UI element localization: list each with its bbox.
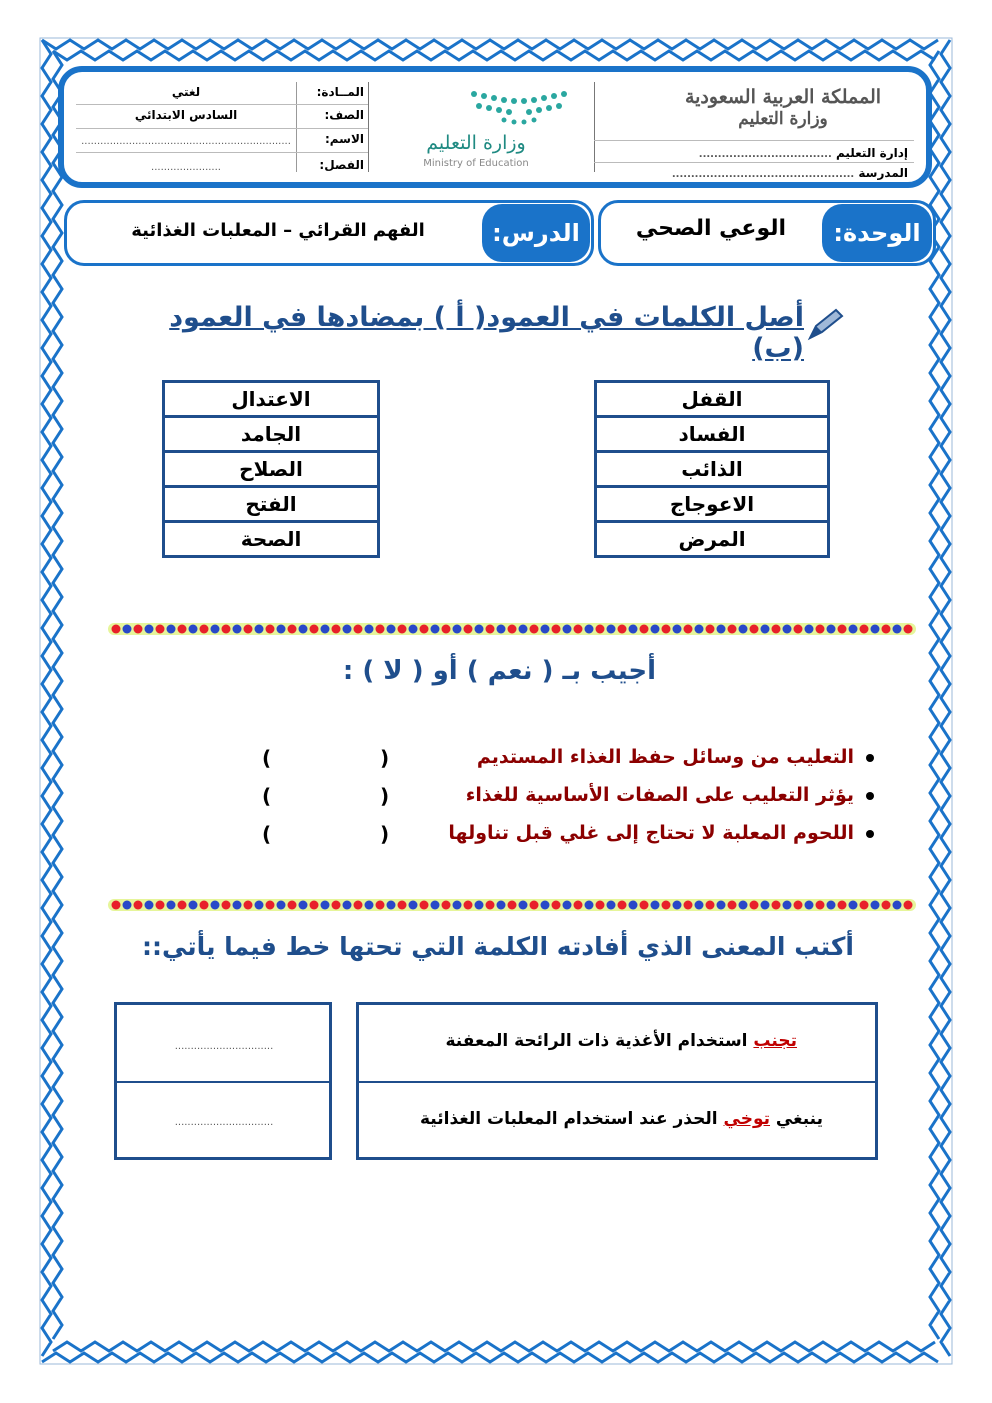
separator-dot (354, 625, 363, 634)
statement-text: اللحوم المعلبة لا تحتاج إلى غلي قبل تناولها (448, 822, 854, 844)
separator-dot (409, 625, 418, 634)
separator-dot (849, 901, 858, 910)
separator-dot (310, 625, 319, 634)
separator-dot (288, 901, 297, 910)
sentence-text: استخدام الأغذية ذات الرائحة المعفنة (445, 1031, 754, 1051)
separator-dot (728, 901, 737, 910)
separator-dot (431, 625, 440, 634)
separator-dot (277, 901, 286, 910)
separator-dot (244, 901, 253, 910)
separator-dot (530, 901, 539, 910)
sentence-text: الحذر عند استخدام المعلبات الغذائية (420, 1109, 724, 1129)
separator-dot (332, 625, 341, 634)
separator-dot (860, 901, 869, 910)
separator-dot (761, 625, 770, 634)
separator-dot (156, 901, 165, 910)
answers-box (114, 1002, 332, 1160)
column-a-item[interactable]: الاعوجاج (596, 487, 829, 522)
ministry-logo-icon (464, 86, 574, 126)
school-row (672, 166, 908, 180)
admin-row (699, 146, 908, 160)
separator-dot (387, 901, 396, 910)
separator-dot (365, 625, 374, 634)
separator-dot (838, 901, 847, 910)
lesson-value: الفهم القرائي – المعلبات الغذائية (131, 220, 425, 241)
separator-dot (453, 901, 462, 910)
separator-dot (299, 901, 308, 910)
separator-dot (167, 901, 176, 910)
separator-dot (882, 901, 891, 910)
subject-value: لغتي (171, 85, 201, 99)
separator-dot (134, 901, 143, 910)
column-a-item[interactable]: الذائب (596, 452, 829, 487)
separator-dot (519, 625, 528, 634)
separator-dot (321, 625, 330, 634)
separator-dot (266, 901, 275, 910)
column-b-item[interactable]: الجامد (164, 417, 379, 452)
grade-label: الصف: (324, 108, 364, 122)
statement-2 (466, 784, 874, 806)
dotted-separator (108, 896, 916, 912)
school-field[interactable]: ................................................ (671, 169, 855, 180)
separator-dot (277, 625, 286, 634)
separator-dot (838, 625, 847, 634)
separator-dot (233, 625, 242, 634)
separator-dot (112, 901, 121, 910)
separator-dot (508, 625, 517, 634)
separator-dot (893, 625, 902, 634)
separator-dot (211, 625, 220, 634)
answer-close-paren: ) (262, 784, 272, 808)
header-box (58, 66, 932, 188)
ministry-name-ar: وزارة التعليم (426, 132, 526, 154)
separator-dot (156, 625, 165, 634)
statement-3 (448, 822, 874, 844)
separator-dot (596, 901, 605, 910)
separator-dot (398, 901, 407, 910)
separator-dot (904, 625, 913, 634)
separator-dot (783, 625, 792, 634)
separator-dot (387, 625, 396, 634)
separator-dot (552, 625, 561, 634)
sentence-text: ينبغي (770, 1109, 823, 1129)
separator-dot (332, 901, 341, 910)
bullet-icon (866, 792, 874, 800)
separator-dot (541, 625, 550, 634)
column-b-item[interactable]: الصحة (164, 522, 379, 557)
separator-dot (574, 625, 583, 634)
separator-dot (145, 901, 154, 910)
column-a-item[interactable]: الفساد (596, 417, 829, 452)
underlined-word: تجنب (753, 1031, 797, 1051)
q3-title: أكتب المعنى الذي أفادته الكلمة التي تحتها خط فيما يأتي:: (142, 932, 854, 961)
separator-dot (662, 901, 671, 910)
separator-dot (695, 901, 704, 910)
statement-text: التعليب من وسائل حفظ الغذاء المستديم (476, 746, 854, 768)
name-field[interactable]: .................................................................. (81, 136, 291, 147)
admin-label: إدارة التعليم (835, 146, 908, 160)
separator-dot (255, 901, 264, 910)
dotted-separator (108, 620, 916, 636)
pencil-icon (806, 306, 846, 342)
separator-dot (211, 901, 220, 910)
separator-dot (871, 625, 880, 634)
separator-dot (662, 625, 671, 634)
answer-open-paren: ( (380, 784, 390, 808)
separator-dot (750, 625, 759, 634)
separator-dot (200, 901, 209, 910)
separator-dot (739, 901, 748, 910)
sentences-box (356, 1002, 878, 1160)
lesson-label: الدرس: (482, 204, 590, 262)
separator-dot (607, 625, 616, 634)
separator-dot (794, 901, 803, 910)
separator-dot (805, 625, 814, 634)
grade-value: السادس الابتدائي (134, 108, 238, 122)
separator-dot (684, 901, 693, 910)
separator-dot (222, 625, 231, 634)
statement-1 (477, 746, 874, 768)
q2-title: أجيب بـ ( نعم ) أو ( لا ) : (342, 656, 656, 686)
column-a-item[interactable]: المرض (596, 522, 829, 557)
column-a-item[interactable]: القفل (596, 382, 829, 417)
subject-label: المــادة: (316, 85, 364, 99)
separator-dot (574, 901, 583, 910)
unit-value: الوعي الصحي (635, 216, 787, 241)
separator-dot (343, 625, 352, 634)
separator-dot (178, 901, 187, 910)
meaning-answer-2[interactable]: ............................... (174, 1117, 274, 1128)
separator-dot (376, 625, 385, 634)
separator-dot (783, 901, 792, 910)
separator-dot (629, 901, 638, 910)
column-b-table (162, 380, 380, 558)
separator-dot (849, 625, 858, 634)
separator-dot (772, 901, 781, 910)
separator-dot (761, 901, 770, 910)
separator-dot (123, 625, 132, 634)
separator-dot (519, 901, 528, 910)
separator-dot (739, 625, 748, 634)
column-b-item[interactable]: الاعتدال (164, 382, 379, 417)
separator-dot (398, 625, 407, 634)
separator-dot (288, 625, 297, 634)
separator-dot (618, 901, 627, 910)
separator-dot (167, 625, 176, 634)
unit-label: الوحدة: (822, 204, 932, 262)
answer-slot-3[interactable] (276, 824, 376, 850)
separator-dot (706, 901, 715, 910)
separator-dot (200, 625, 209, 634)
separator-dot (123, 901, 132, 910)
separator-dot (453, 625, 462, 634)
statement-text: يؤثر التعليب على الصفات الأساسية للغذاء (465, 784, 854, 806)
separator-dot (112, 625, 121, 634)
separator-dot (794, 625, 803, 634)
separator-dot (343, 901, 352, 910)
separator-dot (486, 625, 495, 634)
underlined-word: توخي (723, 1109, 771, 1129)
answer-close-paren: ) (262, 822, 272, 846)
separator-dot (442, 625, 451, 634)
separator-dot (772, 625, 781, 634)
bullet-icon (866, 830, 874, 838)
separator-dot (552, 901, 561, 910)
separator-dot (607, 901, 616, 910)
separator-dot (255, 625, 264, 634)
separator-dot (563, 625, 572, 634)
separator-dot (871, 901, 880, 910)
separator-dot (134, 625, 143, 634)
separator-dot (673, 625, 682, 634)
separator-dot (442, 901, 451, 910)
separator-dot (497, 625, 506, 634)
separator-dot (629, 625, 638, 634)
separator-dot (420, 625, 429, 634)
separator-dot (420, 901, 429, 910)
separator-dot (266, 625, 275, 634)
separator-dot (684, 625, 693, 634)
kingdom-name: المملكة العربية السعودية (684, 86, 882, 108)
separator-dot (816, 625, 825, 634)
separator-dot (563, 901, 572, 910)
separator-dot (651, 625, 660, 634)
separator-dot (310, 901, 319, 910)
separator-dot (178, 625, 187, 634)
meaning-answer-1[interactable]: ............................... (174, 1041, 274, 1052)
sentence-1 (445, 1031, 797, 1051)
class-label: الفصل: (319, 158, 364, 172)
separator-dot (640, 625, 649, 634)
answer-open-paren: ( (380, 746, 390, 770)
bullet-icon (866, 754, 874, 762)
separator-dot (651, 901, 660, 910)
separator-dot (816, 901, 825, 910)
ministry-name-en: Ministry of Education (423, 158, 529, 169)
separator-dot (728, 625, 737, 634)
ministry-name-calligraphy: وزارة التعليم (738, 109, 828, 129)
separator-dot (860, 625, 869, 634)
separator-dot (882, 625, 891, 634)
separator-dot (244, 625, 253, 634)
separator-dot (640, 901, 649, 910)
separator-dot (145, 625, 154, 634)
separator-dot (904, 901, 913, 910)
separator-dot (431, 901, 440, 910)
separator-dot (673, 901, 682, 910)
class-field[interactable]: ...................... (151, 162, 221, 173)
separator-dot (585, 901, 594, 910)
separator-dot (596, 625, 605, 634)
separator-dot (530, 625, 539, 634)
separator-dot (497, 901, 506, 910)
separator-dot (717, 901, 726, 910)
separator-dot (376, 901, 385, 910)
separator-dot (585, 625, 594, 634)
kingdom-logo-text (658, 86, 908, 130)
separator-dot (475, 901, 484, 910)
separator-dot (486, 901, 495, 910)
answer-open-paren: ( (380, 822, 390, 846)
separator-dot (222, 901, 231, 910)
column-b-item[interactable]: الفتح (164, 487, 379, 522)
answer-close-paren: ) (262, 746, 272, 770)
answer-slot-2[interactable] (276, 786, 376, 812)
separator-dot (695, 625, 704, 634)
sentence-2 (420, 1109, 823, 1129)
admin-field[interactable]: ................................... (698, 149, 832, 160)
separator-dot (464, 625, 473, 634)
separator-dot (475, 625, 484, 634)
separator-dot (299, 625, 308, 634)
separator-dot (365, 901, 374, 910)
separator-dot (893, 901, 902, 910)
separator-dot (354, 901, 363, 910)
separator-dot (618, 625, 627, 634)
separator-dot (706, 625, 715, 634)
separator-dot (805, 901, 814, 910)
separator-dot (827, 625, 836, 634)
separator-dot (321, 901, 330, 910)
separator-dot (189, 901, 198, 910)
q1-title: أصل الكلمات في العمود( أ ) بمضادها في العمود (ب) (169, 302, 804, 364)
name-label: الاسم: (324, 132, 364, 146)
answer-slot-1[interactable] (276, 748, 376, 774)
school-label: المدرسة (858, 166, 908, 180)
separator-dot (827, 901, 836, 910)
separator-dot (189, 625, 198, 634)
separator-dot (464, 901, 473, 910)
separator-dot (508, 901, 517, 910)
separator-dot (717, 625, 726, 634)
separator-dot (750, 901, 759, 910)
column-b-item[interactable]: الصلاح (164, 452, 379, 487)
separator-dot (409, 901, 418, 910)
column-a-table (594, 380, 830, 558)
separator-dot (541, 901, 550, 910)
separator-dot (233, 901, 242, 910)
